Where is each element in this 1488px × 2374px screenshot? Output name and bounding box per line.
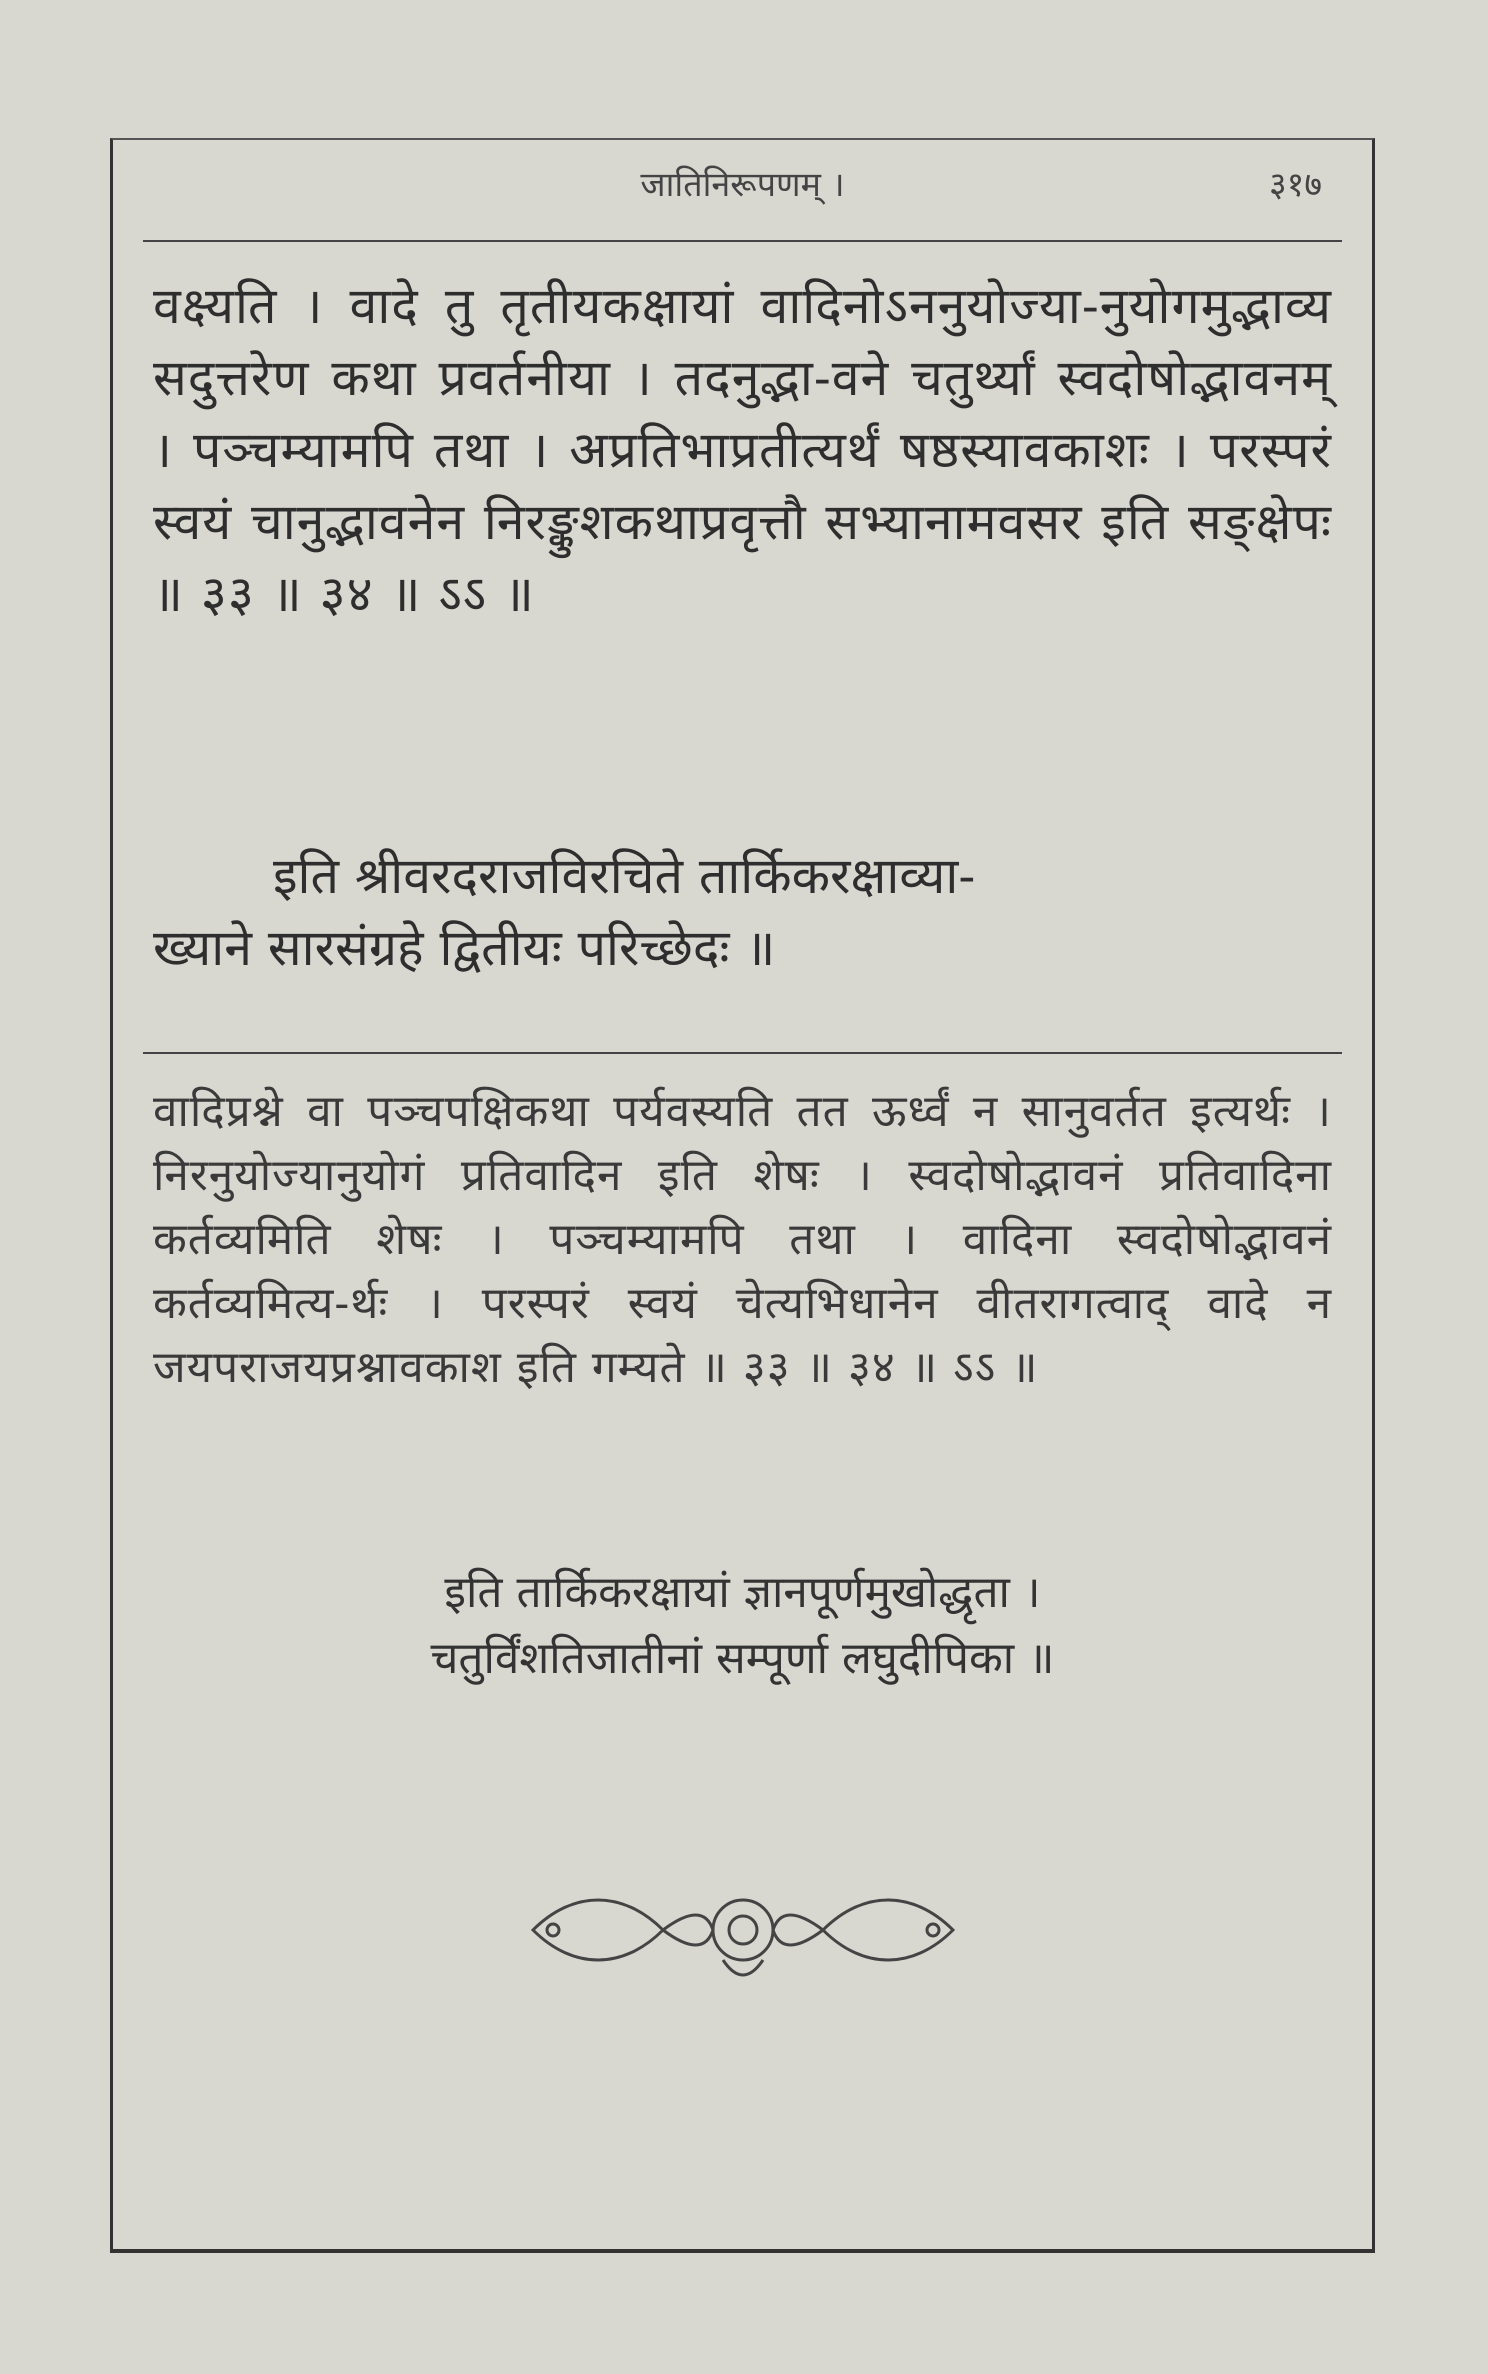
commentary-rule [143, 1052, 1342, 1054]
chapter-colophon [153, 840, 1332, 984]
closing-verse-line-1: इति तार्किकरक्षायां ज्ञानपूर्णमुखोद्धृता । [444, 1567, 1041, 1618]
closing-verse [113, 1560, 1372, 1692]
main-text: वक्ष्यति । वादे तु तृतीयकक्षायां वादिनोऽननुयोज्या-नुयोगमुद्भाव्य सदुत्तरेण कथा प्रवर्तनीया । तदनुद्भा-वने चतुर्थ्यां स्वदोषोद्भावनम् । पञ्चम्यामपि तथा । अप्रतिभाप्रतीत्यर्थं षष्ठस्यावकाशः । परस्परं स्वयं चानुद्भावनेन निरङ्कुशकथाप्रवृत्तौ सभ्यानामवसर इति सङ्क्षेपः ॥ ३३ ॥ ३४ ॥ ऽऽ ॥ [153, 277, 1332, 623]
page-frame [110, 138, 1375, 2253]
closing-verse-line-2: चतुर्विंशतिजातीनां सम्पूर्णा लघुदीपिका ॥ [430, 1633, 1055, 1684]
commentary-text: वादिप्रश्ने वा पञ्चपक्षिकथा पर्यवस्यति तत ऊर्ध्वं न सानुवर्तत इत्यर्थः । निरनुयोज्यानुयोगं प्रतिवादिन इति शेषः । स्वदोषोद्भावनं प्रतिवादिना कर्तव्यमिति शेषः । पञ्चम्यामपि तथा । वादिना स्वदोषोद्भावनं कर्तव्यमित्य-र्थः । परस्परं स्वयं चेत्यभिधानेन वीतरागत्वाद् वादे न जयपराजयप्रश्नावकाश इति गम्यते ॥ ३३ ॥ ३४ ॥ ऽऽ ॥ [153, 1086, 1332, 1393]
page-header [143, 154, 1342, 214]
colophon-line-1: इति श्रीवरदराजविरचिते तार्किकरक्षाव्या- [273, 847, 976, 905]
running-title: जातिनिरूपणम् । [640, 165, 845, 205]
floral-ornament-icon [513, 1880, 973, 1990]
header-rule [143, 240, 1342, 242]
colophon-line-2: ख्याने सारसंग्रहे द्वितीयः परिच्छेदः ॥ [153, 919, 776, 977]
page-number: ३१७ [1268, 165, 1322, 205]
